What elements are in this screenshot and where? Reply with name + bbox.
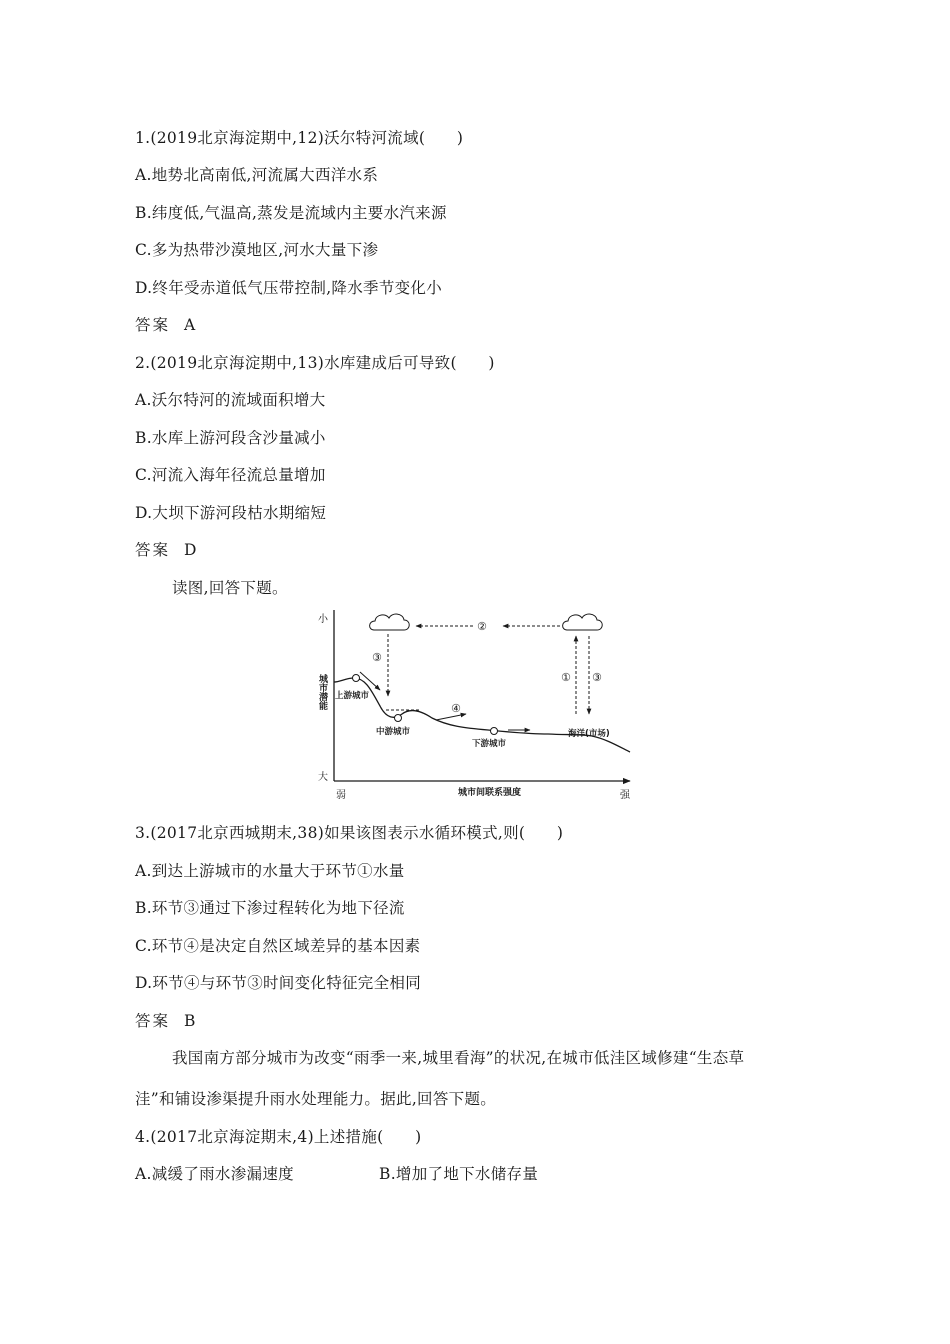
q2-answer [135,540,197,560]
q2-answer-label: 答案 [135,541,171,559]
passage-line-2: 洼”和铺设渗渠提升雨水处理能力。据此,回答下题。 [135,1090,497,1108]
x-axis-right-label: 强 [620,790,630,801]
link2-label: ② [477,620,487,633]
midstream-city-label: 中游城市 [376,727,411,737]
q3-stem: 3.(2017北京西城期末,38)如果该图表示水循环模式,则( ) [135,824,564,842]
q4-option-b: B.增加了地下水储存量 [379,1165,539,1183]
q1-option-b: B.纬度低,气温高,蒸发是流域内主要水汽来源 [135,204,447,222]
upstream-city-label: 上游城市 [335,691,370,701]
cloud-icon-right [563,614,603,630]
x-axis-left-label: 弱 [336,790,346,801]
figure-intro: 读图,回答下题。 [172,579,288,597]
q4-stem: 4.(2017北京海淀期末,4)上述措施( ) [135,1128,422,1146]
y-axis-top-label: 小 [318,614,328,625]
q3-option-c: C.环节④是决定自然区域差异的基本因素 [135,937,421,955]
q4-option-a: A.减缓了雨水渗漏速度 [135,1165,294,1183]
link3-left-label: ③ [372,651,382,664]
q2-option-a: A.沃尔特河的流域面积增大 [135,391,326,409]
q3-answer-label: 答案 [135,1012,171,1030]
q1-option-a: A.地势北高南低,河流属大西洋水系 [135,166,379,184]
downstream-city-marker [491,728,498,735]
q2-option-d: D.大坝下游河段枯水期缩短 [135,504,327,522]
link3-right-label: ③ [592,671,602,684]
q3-option-a: A.到达上游城市的水量大于环节①水量 [135,862,405,880]
q3-answer-value: B [184,1012,196,1030]
q3-answer [135,1011,196,1031]
ocean-market-label: 海洋(市场) [568,729,610,739]
q1-option-c: C.多为热带沙漠地区,河水大量下渗 [135,241,379,259]
q1-answer-label: 答案 [135,316,171,334]
q2-answer-value: D [184,541,197,559]
water-cycle-figure [308,606,638,802]
q3-option-d: D.环节④与环节③时间变化特征完全相同 [135,974,422,992]
upstream-city-marker [353,675,360,682]
q2-stem: 2.(2019北京海淀期中,13)水库建成后可导致( ) [135,354,495,372]
y-axis-title: 城市潜能 [317,674,327,710]
q1-option-d: D.终年受赤道低气压带控制,降水季节变化小 [135,279,443,297]
x-axis-title: 城市间联系强度 [458,788,522,798]
link4-label: ④ [451,702,461,715]
passage-line-1: 我国南方部分城市为改变“雨季一来,城里看海”的状况,在城市低洼区域修建“生态草 [172,1049,745,1067]
downstream-city-label: 下游城市 [472,739,507,749]
q3-option-b: B.环节③通过下渗过程转化为地下径流 [135,899,405,917]
q2-option-b: B.水库上游河段含沙量减小 [135,429,326,447]
link1-label: ① [561,671,571,684]
q2-option-c: C.河流入海年径流总量增加 [135,466,326,484]
q1-answer-value: A [184,316,196,334]
y-axis-bottom-label: 大 [318,772,328,783]
q1-answer [135,315,196,335]
q1-stem: 1.(2019北京海淀期中,12)沃尔特河流域( ) [135,129,464,147]
cloud-icon-left [370,614,410,630]
midstream-city-marker [395,715,402,722]
